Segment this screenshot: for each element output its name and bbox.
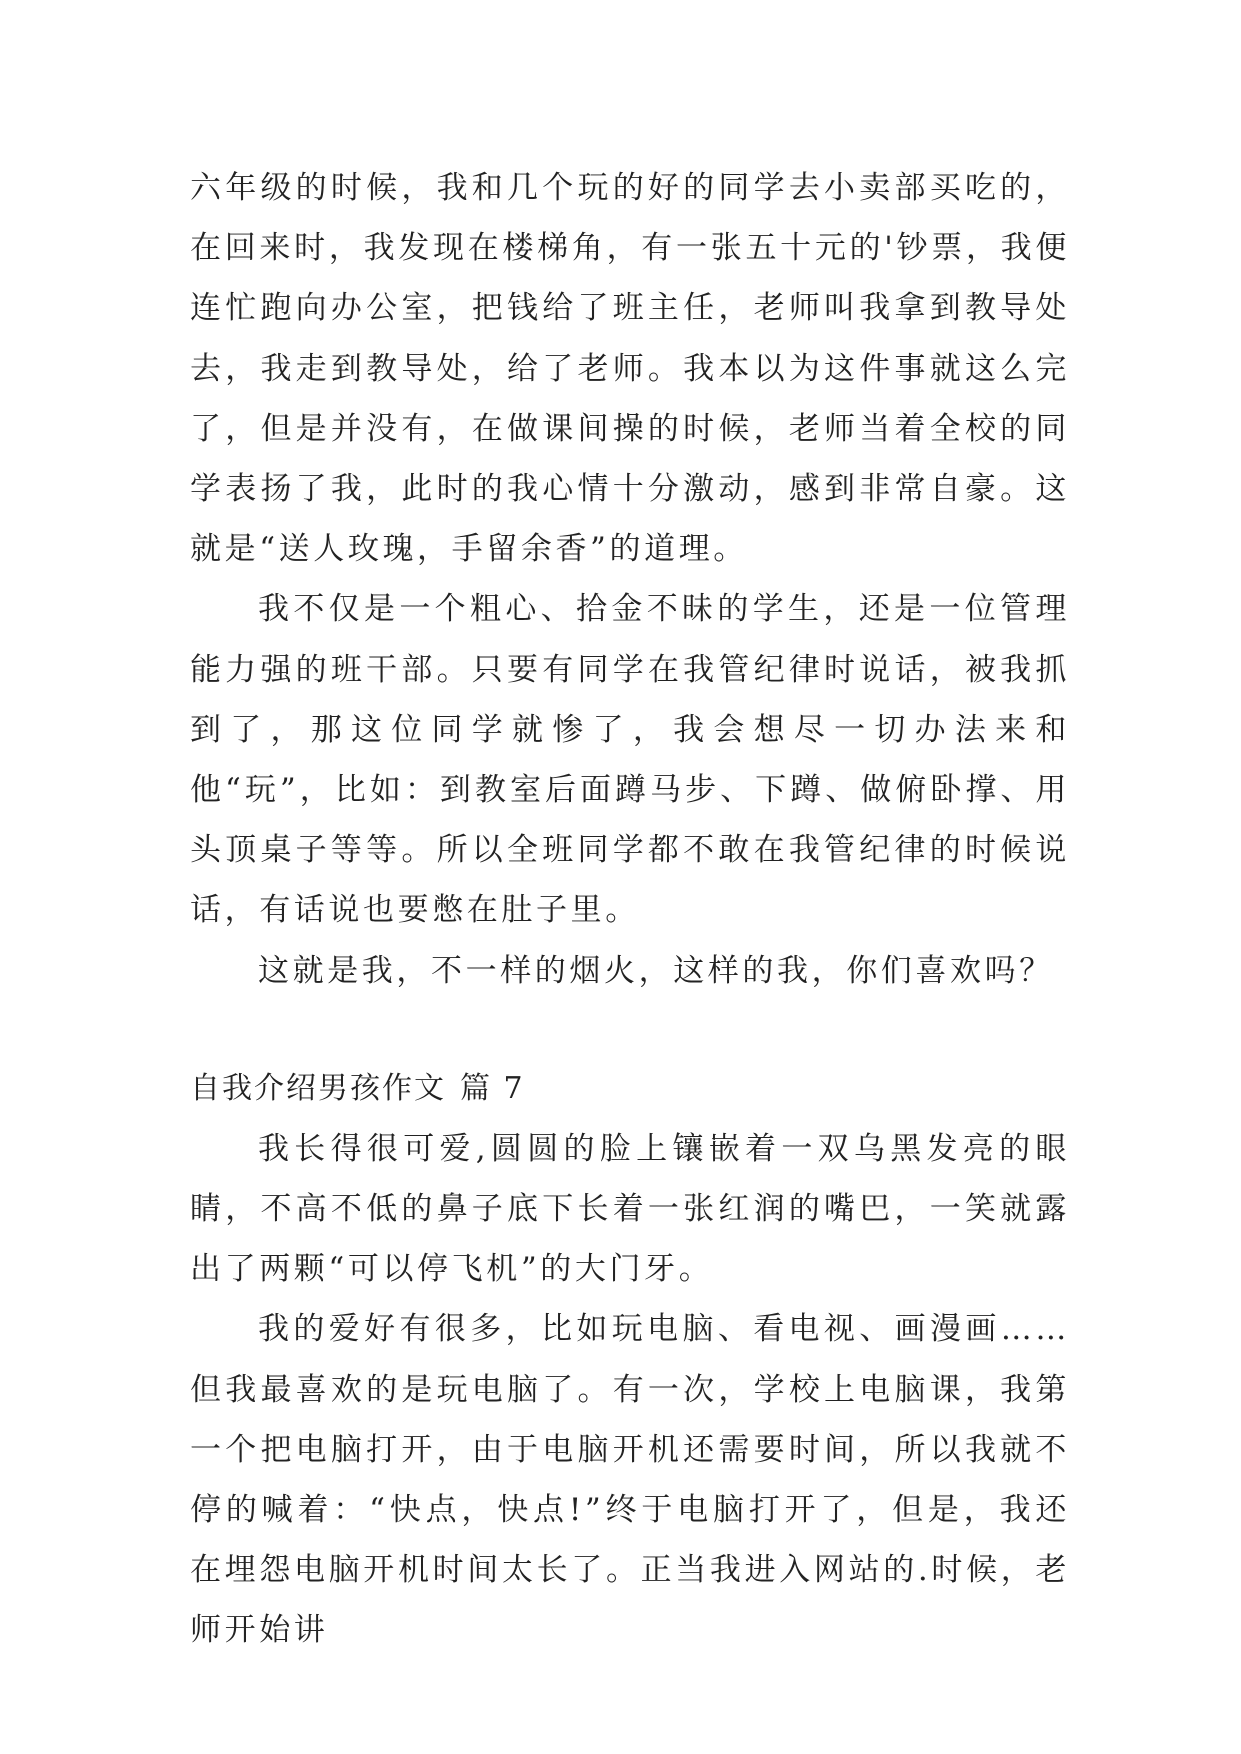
paragraph-4: 我长得很可爱,圆圆的脸上镶嵌着一双乌黑发亮的眼睛，不高不低的鼻子底下长着一张红润的嘴巴，一笑就露出了两颗“可以停飞机”的大门牙。 (190, 1130, 1070, 1288)
paragraph-2: 我不仅是一个粗心、拾金不昧的学生，还是一位管理能力强的班干部。只要有同学在我管纪律时说话，被我抓到了，那这位同学就惨了，我会想尽一切办法来和他“玩”，比如：到教室后面蹲马步、下蹲、做俯卧撑、用头顶桌子等等。所以全班同学都不敢在我管纪律的时候说话，有话说也要憋在肚子里。 (190, 591, 1070, 929)
section-number: 篇 7 (460, 1070, 525, 1106)
paragraph-1: 六年级的时候，我和几个玩的好的同学去小卖部买吃的，在回来时，我发现在楼梯角，有一张五十元的'钞票，我便连忙跑向办公室，把钱给了班主任，老师叫我拿到教导处去，我走到教导处，给了老师。我本以为这件事就这么完了，但是并没有，在做课间操的时候，老师当着全校的同学表扬了我，此时的我心情十分激动，感到非常自豪。这就是“送人玫瑰，手留余香”的道理。 (190, 170, 1070, 568)
paragraph-3: 这就是我，不一样的烟火，这样的我，你们喜欢吗？ (258, 952, 1054, 989)
section-title: 自我介绍男孩作文 (190, 1070, 446, 1106)
paragraph-5: 我的爱好有很多，比如玩电脑、看电视、画漫画……但我最喜欢的是玩电脑了。有一次，学校上电脑课，我第一个把电脑打开，由于电脑开机还需要时间，所以我就不停的喊着：“快点，快点!”终于电脑打开了，但是，我还在埋怨电脑开机时间太长了。正当我进入网站的.时候，老师开始讲 (190, 1311, 1070, 1649)
document-page (190, 158, 1070, 1661)
section-heading (190, 1059, 1070, 1119)
